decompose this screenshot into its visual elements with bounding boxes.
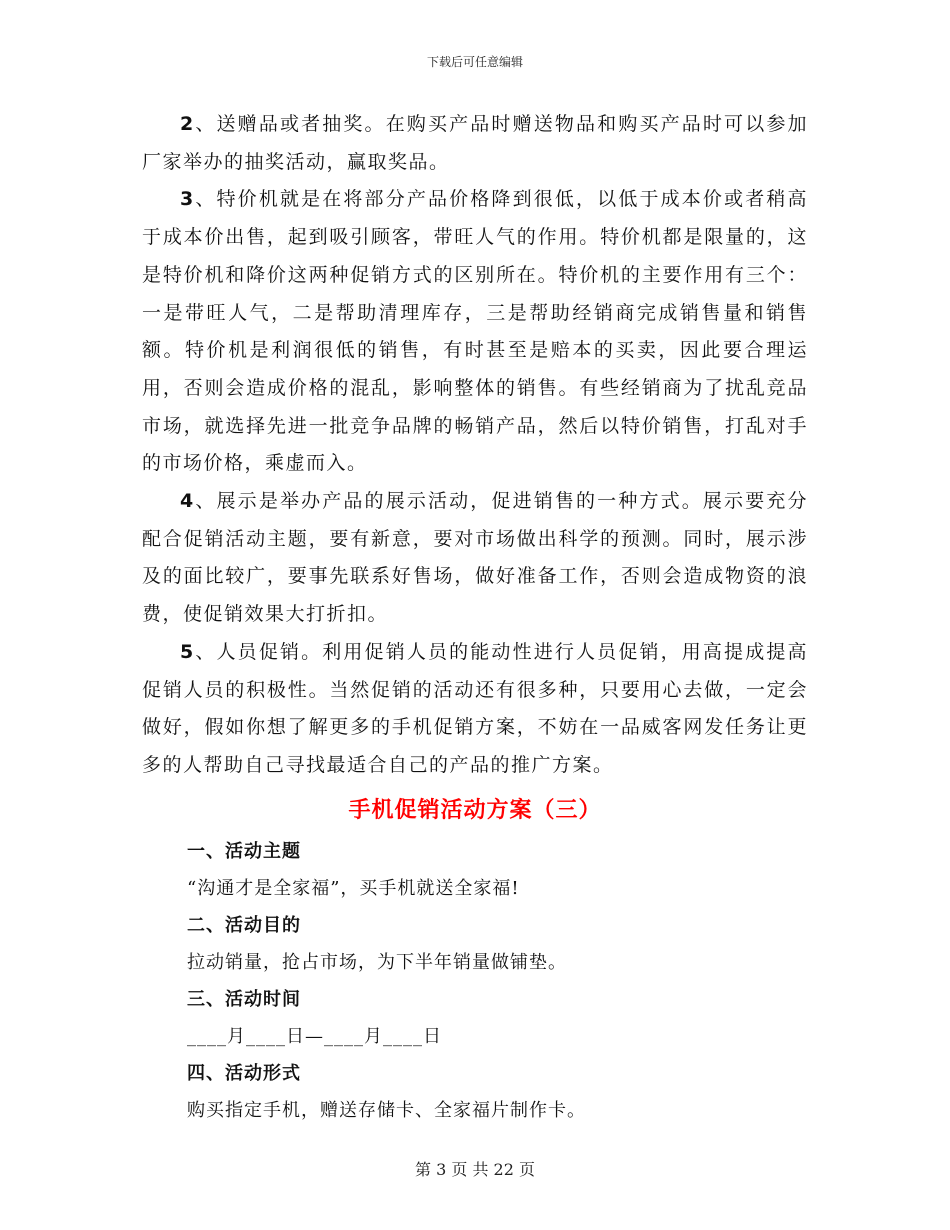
section-body-purpose: 拉动销量，抢占市场，为下半年销量做铺垫。 xyxy=(187,951,567,973)
paragraph-text: 、展示是举办产品的展示活动，促进销售的一种方式。展示要充分配合促销活动主题，要有新意，要对市场做出科学的预测。同时，展示涉及的面比较广，要事先联系好售场，做好准备工作，否则会造成物资的浪费，使促销效果大打折扣。 xyxy=(142,490,808,626)
paragraph-number: 5 xyxy=(180,640,195,663)
paragraph-text: 、送赠品或者抽奖。在购买产品时赠送物品和购买产品时可以参加厂家举办的抽奖活动，赢取奖品。 xyxy=(142,113,808,173)
section-heading-time: 三、活动时间 xyxy=(187,988,301,1010)
section-title: 手机促销活动方案（三） xyxy=(348,797,602,823)
paragraph-text: 、特价机就是在将部分产品价格降到很低，以低于成本价或者稍高于成本价出售，起到吸引顾客，带旺人气的作用。特价机都是限量的，这是特价机和降价这两种促销方式的区别所在。特价机的主要作用有三个：一是带旺人气，二是帮助清理库存，三是帮助经销商完成销售量和销售额。特价机是利润很低的销售，有时甚至是赔本的买卖，因此要合理运用，否则会造成价格的混乱，影响整体的销售。有些经销商为了扰乱竞品市场，就选择先进一批竞争品牌的畅销产品，然后以特价销售，打乱对手的市场价格，乘虚而入。 xyxy=(142,188,808,475)
section-body-time: ____月____日—____月____日 xyxy=(187,1025,442,1047)
paragraph-number: 4 xyxy=(180,490,195,513)
page-header-note: 下载后可任意编辑 xyxy=(426,55,523,69)
page-footer-number: 第 3 页 共 22 页 xyxy=(415,1160,535,1179)
paragraph-number: 2 xyxy=(180,113,195,135)
document-body xyxy=(142,106,808,1129)
section-body-form: 购买指定手机，赠送存储卡、全家福片制作卡。 xyxy=(187,1099,586,1121)
section-heading-purpose: 二、活动目的 xyxy=(187,914,301,936)
paragraph-item-3 xyxy=(142,181,808,483)
section-heading-theme: 一、活动主题 xyxy=(187,840,301,862)
section-body-theme: “沟通才是全家福”，买手机就送全家福! xyxy=(187,877,520,899)
section-heading-form: 四、活动形式 xyxy=(187,1062,301,1084)
paragraph-number: 3 xyxy=(180,188,195,211)
paragraph-item-4 xyxy=(142,483,808,634)
paragraph-text: 、人员促销。利用促销人员的能动性进行人员促销，用高提成提高促销人员的积极性。当然促销的活动还有很多种，只要用心去做，一定会做好，假如你想了解更多的手机促销方案，不妨在一品威客网发任务让更多的人帮助自己寻找最适合自己的产品的推广方案。 xyxy=(142,640,808,776)
paragraph-item-5 xyxy=(142,634,808,785)
paragraph-item-2 xyxy=(142,106,808,181)
